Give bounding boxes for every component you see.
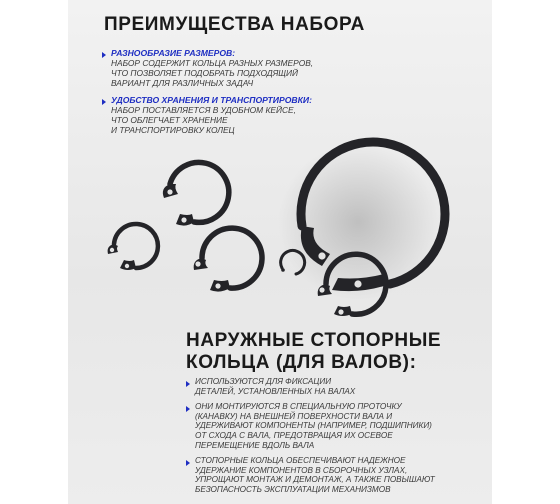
title-line: НАРУЖНЫЕ СТОПОРНЫЕ xyxy=(186,330,442,351)
advantages-title: ПРЕИМУЩЕСТВА НАБОРА xyxy=(104,14,365,35)
advantage-line: ЧТО ПОЗВОЛЯЕТ ПОДОБРАТЬ ПОДХОДЯЩИЙ xyxy=(111,68,299,78)
feature-line: ИСПОЛЬЗУЮТСЯ ДЛЯ ФИКСАЦИИ xyxy=(195,377,332,386)
advantage-line: ЧТО ОБЛЕГЧАЕТ ХРАНЕНИЕ xyxy=(111,115,228,125)
feature-item xyxy=(186,456,486,494)
feature-line: ДЕТАЛЕЙ, УСТАНОВЛЕННЫХ НА ВАЛАХ xyxy=(195,386,356,396)
bullet-triangle-icon xyxy=(186,381,190,387)
title-line: КОЛЬЦА (ДЛЯ ВАЛОВ): xyxy=(186,352,417,373)
feature-line: УДЕРЖАНИЕ КОМПОНЕНТОВ В СБОРОЧНЫХ УЗЛАХ, xyxy=(195,465,408,475)
bullet-triangle-icon xyxy=(102,99,106,105)
bullet-triangle-icon xyxy=(102,52,106,58)
circlip-icon xyxy=(108,224,158,270)
large-circlip-icon xyxy=(278,142,445,300)
feature-item xyxy=(186,377,486,396)
advantage-line: ВАРИАНТ ДЛЯ РАЗЛИЧНЫХ ЗАДАЧ xyxy=(111,78,254,88)
right-margin xyxy=(492,0,560,504)
feature-line: УПРОЩАЮТ МОНТАЖ И ДЕМОНТАЖ, А ТАКЖЕ ПОВЫШАЮТ xyxy=(195,475,435,485)
feature-line: БЕЗОПАСНОСТЬ ЭКСПЛУАТАЦИИ МЕХАНИЗМОВ xyxy=(195,484,391,494)
external-rings-title xyxy=(186,330,486,374)
feature-line: УДЕРЖИВАЮТ КОМПОНЕНТЫ (НАПРИМЕР, ПОДШИПНИКИ) xyxy=(195,421,432,431)
retaining-rings-photo xyxy=(90,118,470,318)
left-margin xyxy=(0,0,68,504)
circlip-icon xyxy=(163,162,229,225)
feature-line: (КАНАВКУ) НА ВНЕШНЕЙ ПОВЕРХНОСТИ ВАЛА И xyxy=(195,411,393,421)
feature-item xyxy=(186,402,486,450)
feature-line: ОТ СХОДА С ВАЛА, ПРЕДОТВРАЩАЯ ИХ ОСЕВОЕ xyxy=(195,430,393,440)
bullet-triangle-icon xyxy=(186,406,190,412)
feature-line: СТОПОРНЫЕ КОЛЬЦА ОБЕСПЕЧИВАЮТ НАДЕЖНОЕ xyxy=(195,456,406,466)
advantage-item xyxy=(102,48,372,88)
advantage-line: НАБОР СОДЕРЖИТ КОЛЬЦА РАЗНЫХ РАЗМЕРОВ, xyxy=(111,58,314,68)
feature-line: ОНИ МОНТИРУЮТСЯ В СПЕЦИАЛЬНУЮ ПРОТОЧКУ xyxy=(195,402,402,412)
advantage-line: И ТРАНСПОРТИРОВКУ КОЛЕЦ xyxy=(111,125,235,135)
feature-line: ПЕРЕМЕЩЕНИЕ ВДОЛЬ ВАЛА xyxy=(195,440,315,450)
bullet-triangle-icon xyxy=(186,460,190,466)
advantage-heading: УДОБСТВО ХРАНЕНИЯ И ТРАНСПОРТИРОВКИ: xyxy=(111,95,312,105)
external-rings-list xyxy=(186,377,486,501)
advantage-heading: РАЗНООБРАЗИЕ РАЗМЕРОВ: xyxy=(111,48,236,58)
circlip-icon xyxy=(194,228,262,292)
advantage-line: НАБОР ПОСТАВЛЯЕТСЯ В УДОБНОМ КЕЙСЕ, xyxy=(111,105,296,115)
